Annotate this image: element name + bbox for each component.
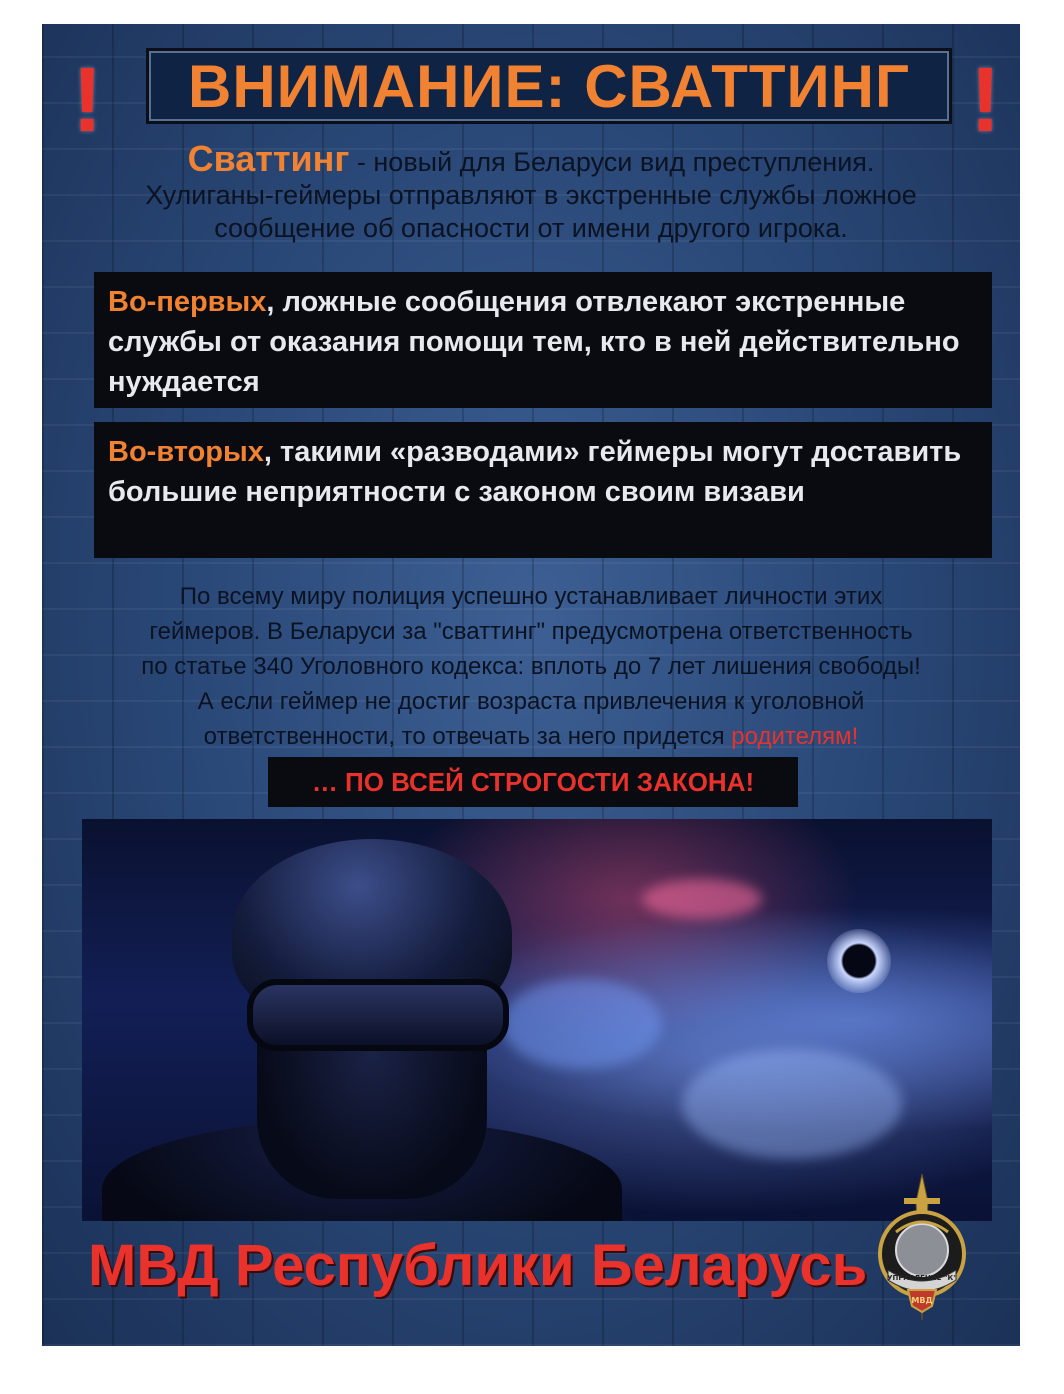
- intro-keyword: Сваттинг: [187, 138, 350, 179]
- law-line-5-red: родителям!: [731, 723, 859, 750]
- law-text: [52, 579, 1010, 754]
- second-point-panel: [94, 422, 992, 558]
- strict-panel: [268, 757, 798, 807]
- intro-text: [52, 138, 1010, 245]
- first-point-keyword: Во-первых: [108, 286, 267, 318]
- police-light-glow: [682, 1049, 902, 1159]
- intro-line-3: сообщение об опасности от имени другого игрока.: [214, 213, 848, 243]
- second-point-keyword: Во-вторых: [108, 436, 264, 468]
- mvd-emblem-icon: [874, 1172, 970, 1322]
- police-light-red: [642, 879, 762, 919]
- law-line-5-start: ответственности, то отвечать за него придется: [203, 723, 732, 750]
- law-line-1: По всему миру полиция успешно устанавливает личности этих: [179, 583, 883, 610]
- intro-line-1: [52, 138, 1010, 179]
- law-line-4: А если геймер не достиг возраста привлечения к уголовной: [197, 688, 865, 715]
- police-light-blue: [502, 979, 662, 1069]
- footer-title: МВД Республики Беларусь: [88, 1233, 868, 1298]
- second-point-text: , такими «разводами» геймеры могут доставить большие неприятности с законом своим визави: [108, 436, 962, 508]
- exclamation-right-icon: !: [970, 49, 1001, 151]
- law-line-5: [52, 719, 1010, 754]
- first-point-text: , ложные сообщения отвлекают экстренные службы от оказания помощи тем, кто в ней действительно нуждается: [108, 286, 960, 398]
- emblem-ribbon-text: УПРАВЛЕНИЕ "К": [887, 1274, 957, 1282]
- intro-line-1-rest: - новый для Беларуси вид преступления.: [349, 147, 875, 177]
- title-box: [146, 48, 952, 124]
- intro-line-2: Хулиганы-геймеры отправляют в экстренные службы ложное: [145, 180, 917, 210]
- bullet-hole-icon: [827, 929, 891, 993]
- exclamation-left-icon: !: [72, 49, 103, 151]
- swat-officer-photo: [82, 819, 992, 1221]
- law-line-2: геймеров. В Беларуси за "сваттинг" предусмотрена ответственность: [149, 618, 913, 645]
- emblem-shield-text: МВД: [911, 1296, 933, 1305]
- strict-text: … ПО ВСЕЙ СТРОГОСТИ ЗАКОНА!: [311, 766, 755, 797]
- poster: [42, 24, 1020, 1346]
- law-line-3: по статье 340 Уголовного кодекса: вплоть до 7 лет лишения свободы!: [141, 653, 921, 680]
- page-title: ВНИМАНИЕ: СВАТТИНГ: [187, 52, 910, 120]
- first-point-panel: [94, 272, 992, 408]
- officer-goggles: [247, 979, 509, 1051]
